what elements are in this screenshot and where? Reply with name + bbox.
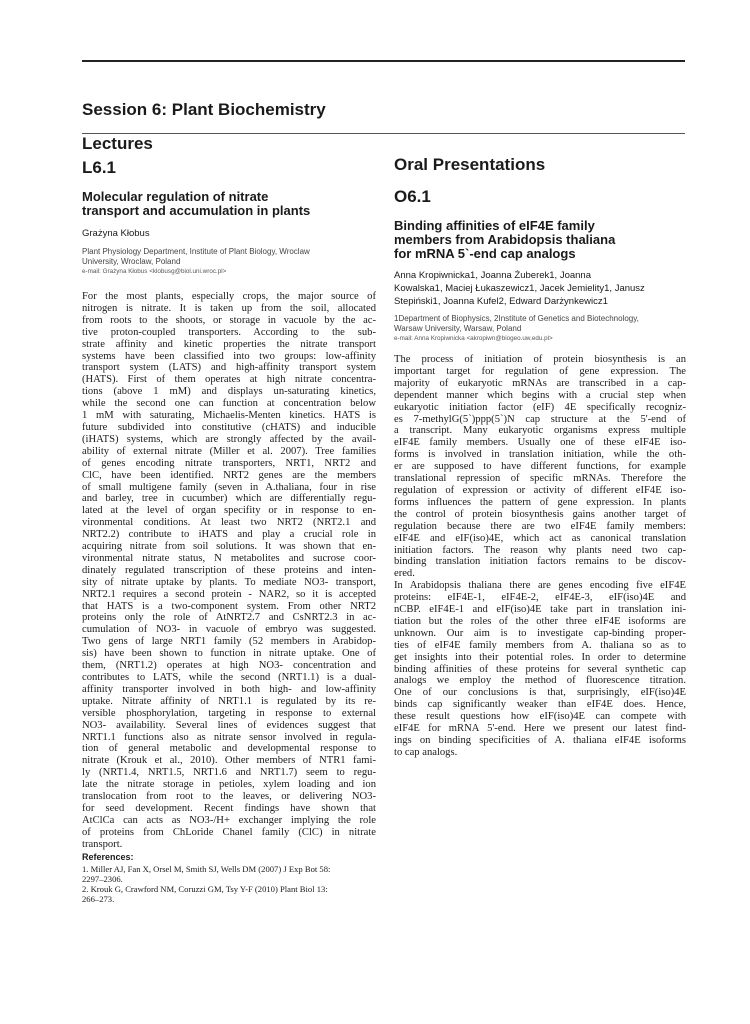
text-line: these result questions how eIF(iso)4E can compete with <box>394 711 686 723</box>
text-line: eIF4E and eIF(iso)4E, which act as canonical translation <box>394 532 686 544</box>
text-line: sis) have been shown to function in nitrate uptake. One of <box>82 648 376 660</box>
abstract-body <box>82 291 376 851</box>
text-line: while the second one can function at concentration below <box>82 398 376 410</box>
text-line: translocation from root to the leaves, or delivering NO3- <box>82 791 376 803</box>
text-line: acquiring nitrate from soil solutions. It was shown that en- <box>82 541 376 553</box>
author-list <box>394 269 686 308</box>
abstract-title <box>394 219 686 261</box>
text-line: unknown. Our aim is to investigate cap-binding proper- <box>394 627 686 639</box>
text-line: cumulation of NO3- in vacuole of embryo was suggested. <box>82 624 376 636</box>
session-title: Session 6: Plant Biochemistry <box>82 100 326 119</box>
email-line: e-mail: Grażyna Kłobus <klobusg@biol.uni.wroc.pl> <box>82 268 227 275</box>
text-line: NRT2.2) contribute to iHATS and play a crucial role in <box>82 529 376 541</box>
text-line: eIF4E for mRNA 5'-end. Here we present our latest find- <box>394 723 686 735</box>
text-line: affinity transporter involved in both high- and low-affinity <box>82 683 376 695</box>
text-line: tions (above 1 mM) and displays un-saturating kinetics, <box>82 386 376 398</box>
title-line: transport and accumulation in plants <box>82 203 311 218</box>
text-line: ings on binding specificities of A. thaliana eIF4E isoforms <box>394 735 686 746</box>
text-line: eukaryotic initiation factor (eIF) 4E specifically recogniz- <box>394 401 686 413</box>
text-line: tion of general metabolic and developmental response to <box>82 743 376 755</box>
text-line: transport system (LATS) and high-affinity transport system <box>82 362 376 374</box>
text-line: late the nitrate storage in petioles, xylem loading and ion <box>82 779 376 791</box>
text-line: ties of eIF4E family members from A. thaliana so as to <box>394 639 686 651</box>
author-line: Kowalska1, Maciej Łukaszewicz1, Jacek Jemielity1, Janusz <box>394 283 645 294</box>
text-line: and barley, tree in cucumber) which are differentially regu- <box>82 493 376 505</box>
text-line: Two gens of large NRT1 family (52 members in Arabidop- <box>82 636 376 648</box>
affiliation-line: Warsaw University, Warsaw, Poland <box>394 324 522 333</box>
text-line: translational repression of specific mRNAs. Therefore the <box>394 473 686 485</box>
author-line: Anna Kropiwnicka1, Joanna Żuberek1, Joanna <box>394 270 591 281</box>
text-line: of genes encoding nitrate transporters, NRT1, NRT2 and <box>82 457 376 469</box>
text-line: proteins only the role of AtNRT2.7 and CsNRT2.3 in ac- <box>82 612 376 624</box>
text-line: forms influences the pattern of gene expression. In plants <box>394 496 686 508</box>
text-line: regulation of expression or activity of different eIF4E iso- <box>394 484 686 496</box>
text-line: One of our conclusions is that, surprisingly, eIF(iso)4E <box>394 687 686 699</box>
text-line: dinately regulated transcription of these proteins and inten- <box>82 564 376 576</box>
oral-presentations-heading: Oral Presentations <box>394 155 546 174</box>
references-heading: References: <box>82 851 134 862</box>
text-line: transport. <box>82 838 123 850</box>
abstract-code: L6.1 <box>82 158 117 177</box>
text-line: tive proton-coupled transporters. According to the sub- <box>82 326 376 338</box>
text-line: initiation factors. The reason why plants need two cap- <box>394 544 686 556</box>
references-list <box>82 864 376 904</box>
author-list: Grażyna Kłobus <box>82 228 150 239</box>
text-line: vironmental conditions. At least two NRT2 (NRT2.1 and <box>82 517 376 529</box>
title-line: for mRNA 5`-end cap analogs <box>394 246 576 261</box>
text-line: important target for regulation of gene expression. The <box>394 365 686 377</box>
lectures-heading: Lectures <box>82 134 153 153</box>
text-line: er are supposed to have different functions, for example <box>394 461 686 473</box>
text-line: uptake. Nitrate affinity of NRT1.1 is regulated by its re- <box>82 695 376 707</box>
abstract-body-paragraph <box>394 354 686 580</box>
text-line: them, (NRT1.2) operates at high NO3- concentration and <box>82 660 376 672</box>
text-line: of proteins from ChLoride Chanel family (ClC) in nitrate <box>82 826 376 838</box>
text-line: of small multigene family (seven in A.thaliana, four in rise <box>82 481 376 493</box>
text-line: vironmental nitrate status, N metabolites and sucrose coor- <box>82 552 376 564</box>
text-line: dependent manner which begins with a crucial step when <box>394 389 686 401</box>
text-line: systems have been classified into two groups: low-affinity <box>82 350 376 362</box>
text-line: future subdivided into constitutive (cHATS) and inducible <box>82 421 376 433</box>
text-line: proteins: eIF4E-1, eIF4E-2, eIF4E-3, eIF(iso)4E and <box>394 592 686 604</box>
text-line: NRT1.1 functions also as nitrate sensor involved in regula- <box>82 731 376 743</box>
text-line: The process of initiation of protein biosynthesis is an <box>394 354 686 365</box>
text-line: versible phosphorylation, targeting in response to external <box>82 707 376 719</box>
text-line: to cap analogs. <box>394 746 458 758</box>
affiliation-line: 1Department of Biophysics, 2Institute of Genetics and Biotechnology, <box>394 314 639 323</box>
text-line: from roots to the shoots, or storage in vacuole by the ac- <box>82 314 376 326</box>
text-line: (iHATS) systems, which are strongly affected by the avail- <box>82 433 376 445</box>
abstract-title <box>82 190 376 218</box>
text-line: 266–273. <box>82 893 115 904</box>
text-line: NRT2.1 requires a second protein - NAR2, so it is accepted <box>82 588 376 600</box>
text-line: eIF4E family members. Usually one of these eIF4E iso- <box>394 437 686 449</box>
text-line: a transcript. Many eukaryotic organisms express multiple <box>394 425 686 437</box>
text-line: strate affinity and kinetic properties the nitrate transport <box>82 338 376 350</box>
text-line: ly (NRT1.4, NRT1.5, NRT1.6 and NRT1.7) seem to regu- <box>82 767 376 779</box>
text-line: 1. Miller AJ, Fan X, Orsel M, Smith SJ, Wells DM (2007) J Exp Bot 58: <box>82 863 331 874</box>
affiliation <box>82 247 376 267</box>
text-line: get insights into their potential roles. In order to determine <box>394 651 686 663</box>
email-line: e-mail: Anna Kropiwnicka <akropiwn@biogeo.uw.edu.pl> <box>394 335 553 342</box>
text-line: that HATS is a two-component system. From other NRT2 <box>82 600 376 612</box>
text-line: ability of external nitrate (Miller et al. 2007). Tree families <box>82 445 376 457</box>
text-line: AtClCa can acts as NO3-/H+ exchanger implying the role <box>82 814 376 826</box>
text-line: lated at the level of organ specifity or in response to en- <box>82 505 376 517</box>
text-line: In Arabidopsis thaliana there are genes encoding five eIF4E <box>394 580 686 592</box>
text-line: the control of protein biosynthesis gains another target of <box>394 508 686 520</box>
text-line: analogs we employ the method of fluorescence titration. <box>394 675 686 687</box>
affiliation-line: University, Wroclaw, Poland <box>82 257 181 266</box>
author-line: Stepiński1, Joanna Kufel2, Edward Darżynkewicz1 <box>394 296 608 307</box>
text-line: sity of nitrate uptake by plants. To mediate NO3- transport, <box>82 576 376 588</box>
text-line: binding translation initiation factors remains to be discov- <box>394 556 686 568</box>
text-line: 2297–2306. <box>82 873 123 884</box>
title-line: Molecular regulation of nitrate <box>82 189 269 204</box>
text-line: For the most plants, especially crops, the major source of <box>82 291 376 302</box>
affiliation <box>394 314 686 334</box>
top-rule <box>82 60 685 62</box>
text-line: majority of eukaryotic mRNAs are transcribed in a cap- <box>394 377 686 389</box>
text-line: es 7-methylG(5`)ppp(5`)N cap structure at the 5'-end of <box>394 413 686 425</box>
text-line: binding affinities of these proteins for several synthetic cap <box>394 663 686 675</box>
text-line: 1 mM with saturating, Michaelis-Menten kinetics. HATS is <box>82 410 376 422</box>
text-line: tiation but the roles of the other three eIF4E isoforms are <box>394 615 686 627</box>
text-line: NO3- availability. Several lines of evidences suggest that <box>82 719 376 731</box>
lecture-column <box>82 134 376 904</box>
text-line: forms is involved in translation initiation, while the oth- <box>394 449 686 461</box>
affiliation-line: Plant Physiology Department, Institute of Plant Biology, Wroclaw <box>82 247 310 256</box>
abstract-code: O6.1 <box>394 187 431 206</box>
title-line: members from Arabidopsis thaliana <box>394 232 616 247</box>
text-line: 2. Krouk G, Crawford NM, Coruzzi GM, Tsy Y-F (2010) Plant Biol 13: <box>82 883 328 894</box>
text-line: for seed development. Recent findings have shown that <box>82 802 376 814</box>
text-line: (HATS). First of them operates at high nitrate concentra- <box>82 374 376 386</box>
text-line: nCBP. eIF4E-1 and eIF(iso)4E take part in translation ini- <box>394 604 686 616</box>
text-line: contributes to LATS, while the second (NRT1.1) is a dual- <box>82 672 376 683</box>
text-line: ered. <box>394 568 415 580</box>
title-line: Binding affinities of eIF4E family <box>394 218 595 233</box>
oral-column <box>394 155 686 759</box>
text-line: regulation because there are two eIF4E family members: <box>394 520 686 532</box>
text-line: ClC, have been identified. NRT2 genes are the members <box>82 469 376 481</box>
text-line: nitrogen is nitrate. It is taken up from the soil, allocated <box>82 302 376 314</box>
text-line: nitrate (Krouk et al., 2010). Other members of NTR1 fami- <box>82 755 376 767</box>
abstract-body-paragraph <box>394 580 686 759</box>
text-line: binds cap significantly weaker than eIF4E does. Hence, <box>394 699 686 711</box>
